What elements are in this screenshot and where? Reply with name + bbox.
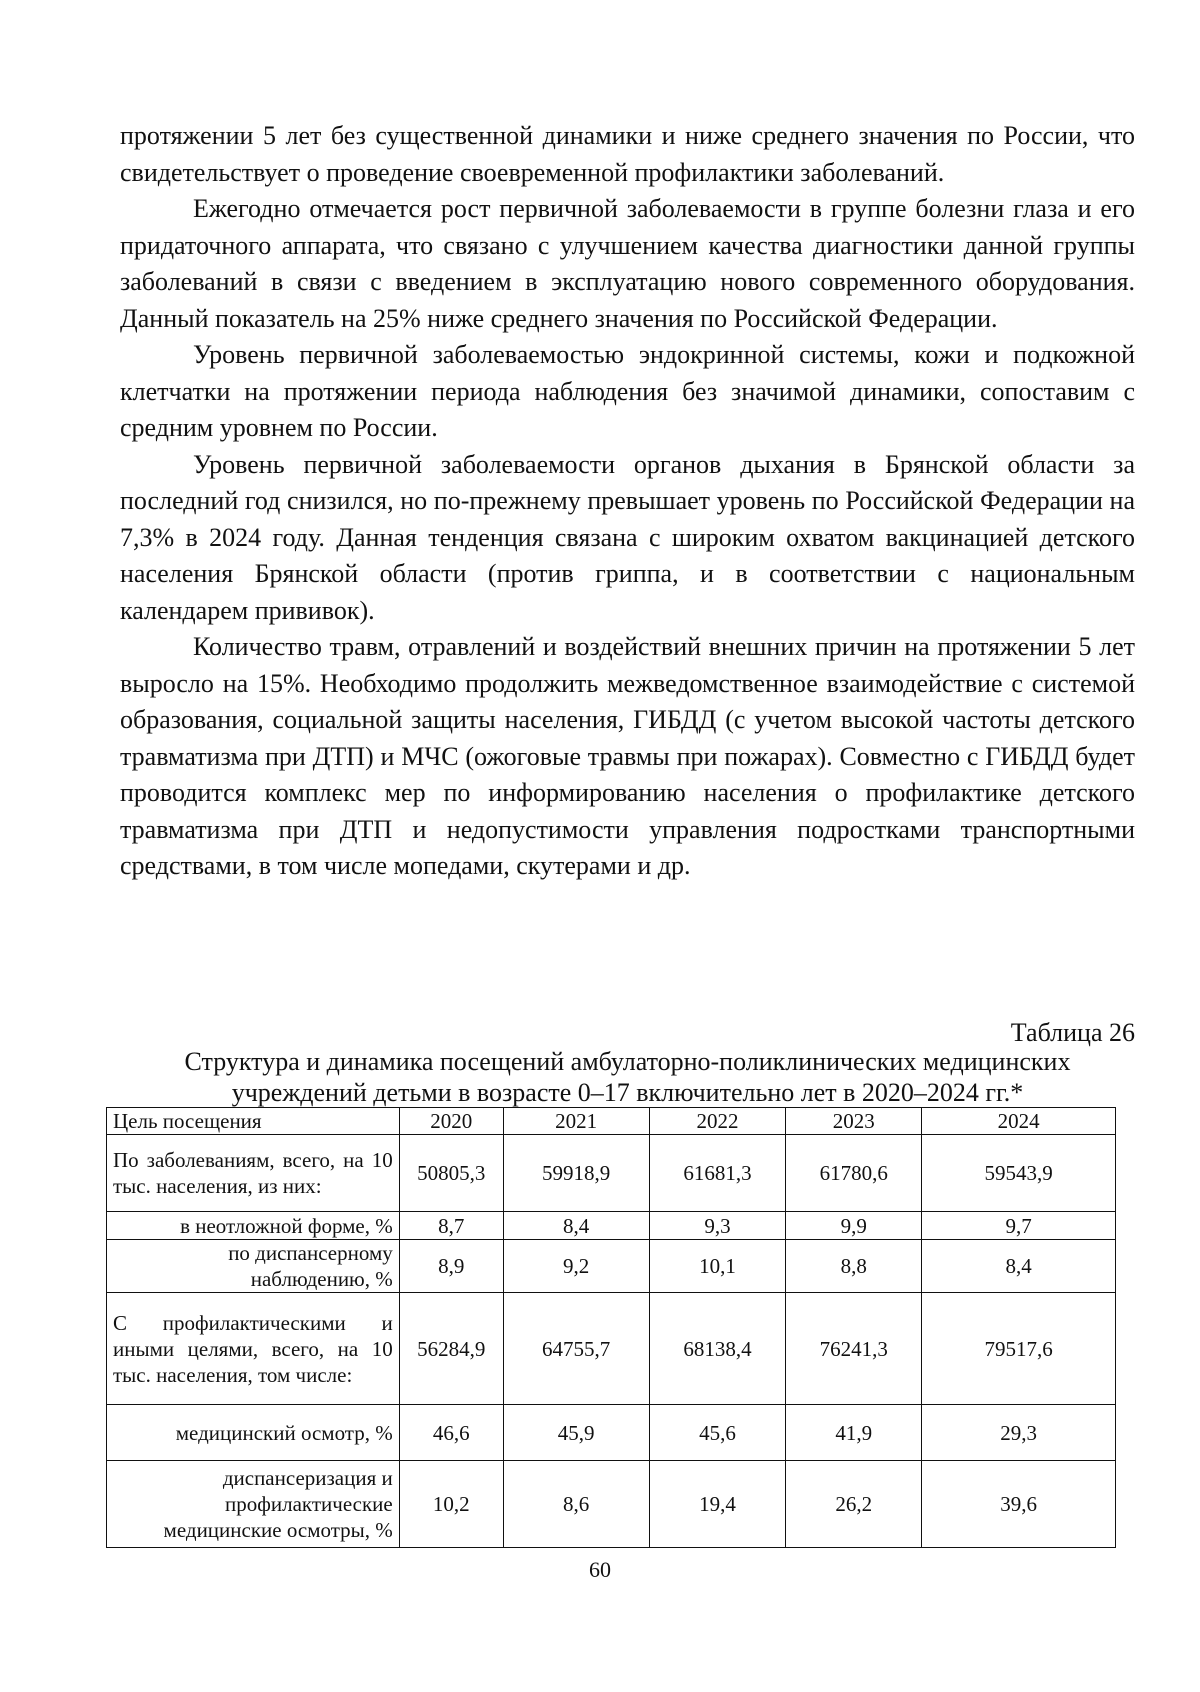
header-cell-2023: 2023 — [786, 1108, 922, 1135]
table-cell: 9,7 — [922, 1212, 1116, 1240]
table-cell: 9,2 — [503, 1240, 649, 1293]
table-cell: 59918,9 — [503, 1135, 649, 1212]
table-cell: 8,6 — [503, 1461, 649, 1548]
table-cell: 76241,3 — [786, 1293, 922, 1405]
table-cell: 9,9 — [786, 1212, 922, 1240]
table-cell: 10,2 — [399, 1461, 503, 1548]
table-cell: 8,8 — [786, 1240, 922, 1293]
table-cell: 61681,3 — [649, 1135, 786, 1212]
table-cell: 68138,4 — [649, 1293, 786, 1405]
row-label: По заболеваниям, всего, на 10 тыс. населения, из них: — [107, 1135, 400, 1212]
table-cell: 29,3 — [922, 1405, 1116, 1461]
table-header-row — [107, 1108, 1116, 1135]
table-cell: 41,9 — [786, 1405, 922, 1461]
table-cell: 10,1 — [649, 1240, 786, 1293]
paragraph-1: протяжении 5 лет без существенной динамики и ниже среднего значения по России, что свидетельствует о проведение своевременной профилактики заболеваний. — [120, 121, 1135, 187]
table-cell: 61780,6 — [786, 1135, 922, 1212]
row-label: медицинский осмотр, % — [107, 1405, 400, 1461]
table-cell: 8,4 — [922, 1240, 1116, 1293]
row-label: по диспансерному наблюдению, % — [107, 1240, 400, 1293]
table-row — [107, 1135, 1116, 1212]
paragraph-5: Количество травм, отравлений и воздействий внешних причин на протяжении 5 лет выросло на 15%. Необходимо продолжить межведомственное взаимодействие с системой образования, социальной защиты населения, ГИБДД (с учетом высокой частоты детского травматизма при ДТП) и МЧС (ожоговые травмы при пожарах). Совместно с ГИБДД будет проводится комплекс мер по информированию населения о профилактике детского травматизма при ДТП и недопустимости управления подростками транспортными средствами, в том числе мопедами, скутерами и др. — [120, 632, 1135, 880]
table-cell: 59543,9 — [922, 1135, 1116, 1212]
table-cell: 79517,6 — [922, 1293, 1116, 1405]
header-cell-2020: 2020 — [399, 1108, 503, 1135]
table-cell: 19,4 — [649, 1461, 786, 1548]
row-label: в неотложной форме, % — [107, 1212, 400, 1240]
table-cell: 50805,3 — [399, 1135, 503, 1212]
paragraph-3: Уровень первичной заболеваемостью эндокринной системы, кожи и подкожной клетчатки на протяжении периода наблюдения без значимой динамики, сопоставим с средним уровнем по России. — [120, 340, 1135, 442]
paragraph-2: Ежегодно отмечается рост первичной заболеваемости в группе болезни глаза и его придаточного аппарата, что связано с улучшением качества диагностики данной группы заболеваний в связи с введением в эксплуатацию нового современного оборудования. Данный показатель на 25% ниже среднего значения по Российской Федерации. — [120, 194, 1135, 333]
header-cell-2024: 2024 — [922, 1108, 1116, 1135]
table-cell: 45,6 — [649, 1405, 786, 1461]
table-title: Структура и динамика посещений амбулаторно-поликлинических медицинских учреждений детьми в возрасте 0–17 включительно лет в 2020–2024 гг.* — [184, 1047, 1071, 1107]
header-cell-purpose: Цель посещения — [107, 1108, 400, 1135]
table-cell: 8,9 — [399, 1240, 503, 1293]
row-label: С профилактическими и иными целями, всего, на 10 тыс. населения, том числе: — [107, 1293, 400, 1405]
table-cell: 56284,9 — [399, 1293, 503, 1405]
document-body — [120, 118, 1135, 885]
table-cell: 39,6 — [922, 1461, 1116, 1548]
table-cell: 9,3 — [649, 1212, 786, 1240]
table-row — [107, 1240, 1116, 1293]
row-label: диспансеризация и профилактические медицинские осмотры, % — [107, 1461, 400, 1548]
header-cell-2021: 2021 — [503, 1108, 649, 1135]
visits-table — [106, 1107, 1116, 1548]
table-cell: 45,9 — [503, 1405, 649, 1461]
table-label: Таблица 26 — [1010, 1018, 1135, 1047]
table-cell: 8,4 — [503, 1212, 649, 1240]
table-row — [107, 1461, 1116, 1548]
header-cell-2022: 2022 — [649, 1108, 786, 1135]
table-cell: 8,7 — [399, 1212, 503, 1240]
table-row — [107, 1293, 1116, 1405]
table-cell: 26,2 — [786, 1461, 922, 1548]
table-row — [107, 1405, 1116, 1461]
table-cell: 64755,7 — [503, 1293, 649, 1405]
paragraph-4: Уровень первичной заболеваемости органов дыхания в Брянской области за последний год снизился, но по-прежнему превышает уровень по Российской Федерации на 7,3% в 2024 году. Данная тенденция связана с широким охватом вакцинацией детского населения Брянской области (против гриппа, и в соответствии с национальным календарем прививок). — [120, 449, 1135, 625]
table-row — [107, 1212, 1116, 1240]
table-cell: 46,6 — [399, 1405, 503, 1461]
page-number: 60 — [589, 1557, 611, 1582]
